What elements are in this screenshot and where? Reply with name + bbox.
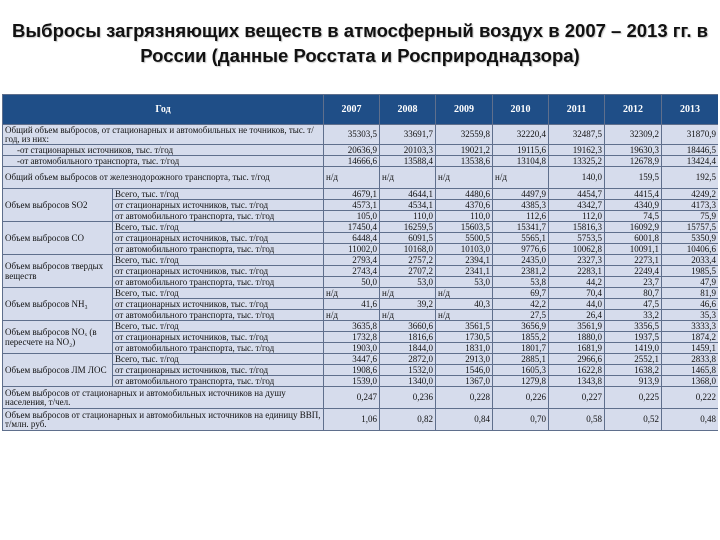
table-cell: 1801,7	[493, 343, 549, 354]
header-cell: 2012	[605, 95, 662, 125]
table-row	[3, 354, 719, 365]
table-cell: 10168,0	[380, 244, 436, 255]
sub-label: Всего, тыс. т/год	[113, 354, 324, 365]
table-cell: 0,247	[324, 387, 380, 409]
table-cell: 14666,6	[324, 156, 380, 167]
table-cell: 13424,4	[662, 156, 718, 167]
table-cell: 18446,5	[662, 145, 718, 156]
table-cell: 12678,9	[605, 156, 662, 167]
table-cell: 5565,1	[493, 233, 549, 244]
table-cell: н/д	[380, 310, 436, 321]
table-cell: 1638,2	[605, 365, 662, 376]
table-cell: 1831,0	[436, 343, 493, 354]
emissions-table	[2, 94, 718, 431]
table-cell: 50,0	[324, 277, 380, 288]
table-cell: 0,228	[436, 387, 493, 409]
table-cell: 110,0	[380, 211, 436, 222]
table-cell: 32220,4	[493, 125, 549, 145]
table-cell: н/д	[436, 288, 493, 299]
table-cell: 1855,2	[493, 332, 549, 343]
table-cell: 33,2	[605, 310, 662, 321]
table-cell: 2552,1	[605, 354, 662, 365]
group-label-nox: Объем выбросов NOₓ (в пересчете на NO₂)	[3, 321, 113, 354]
group-label-voc: Объем выбросов ЛМ ЛОС	[3, 354, 113, 387]
table-cell: 13588,4	[380, 156, 436, 167]
table-cell: 140,0	[549, 167, 605, 189]
sub-label: Всего, тыс. т/год	[113, 189, 324, 200]
table-cell: 0,70	[493, 409, 549, 431]
table-cell: 4480,6	[436, 189, 493, 200]
table-cell: 2707,2	[380, 266, 436, 277]
table-cell: 2033,4	[662, 255, 718, 266]
table-cell: 0,48	[662, 409, 718, 431]
table-cell: 4370,6	[436, 200, 493, 211]
table-cell: 2743,4	[324, 266, 380, 277]
table-cell: 3656,9	[493, 321, 549, 332]
table-cell: 44,2	[549, 277, 605, 288]
table-cell: 32559,8	[436, 125, 493, 145]
table-cell: 2913,0	[436, 354, 493, 365]
table-cell: 17450,4	[324, 222, 380, 233]
row-label: Общий объем выбросов от железнодорожного транспорта, тыс. т/год	[3, 167, 324, 189]
table-row	[3, 167, 719, 189]
table-cell: н/д	[380, 167, 436, 189]
table-cell: 19630,3	[605, 145, 662, 156]
table-cell: н/д	[493, 167, 549, 189]
group-label-solid: Объем выбросов твердых веществ	[3, 255, 113, 288]
table-cell: 192,5	[662, 167, 718, 189]
table-cell: н/д	[436, 167, 493, 189]
table-cell: 1908,6	[324, 365, 380, 376]
header-cell: 2013	[662, 95, 718, 125]
table-cell: 5753,5	[549, 233, 605, 244]
table-cell: 15341,7	[493, 222, 549, 233]
table-cell: 1343,8	[549, 376, 605, 387]
header-cell: 2008	[380, 95, 436, 125]
table-cell: 11002,0	[324, 244, 380, 255]
sub-label: от автомобильного транспорта, тыс. т/год	[113, 211, 324, 222]
sub-label: от стационарных источников, тыс. т/год	[113, 365, 324, 376]
table-cell: 6001,8	[605, 233, 662, 244]
sub-label: от стационарных источников, тыс. т/год	[113, 233, 324, 244]
group-label-nh3: Объем выбросов NH₃	[3, 288, 113, 321]
table-row	[3, 145, 719, 156]
sub-label: Всего, тыс. т/год	[113, 255, 324, 266]
table-cell: 2273,1	[605, 255, 662, 266]
table-cell: 5350,9	[662, 233, 718, 244]
table-cell: 4644,1	[380, 189, 436, 200]
table-cell: 47,5	[605, 299, 662, 310]
table-cell: 1539,0	[324, 376, 380, 387]
table-row	[3, 125, 719, 145]
table-cell: 0,236	[380, 387, 436, 409]
table-cell: 13325,2	[549, 156, 605, 167]
header-cell: 2009	[436, 95, 493, 125]
table-cell: 3561,9	[549, 321, 605, 332]
slide-title: Выбросы загрязняющих веществ в атмосферный воздух в 2007 – 2013 гг. в России (данные Росстата и Росприроднадзора)	[12, 20, 708, 66]
table-row	[3, 255, 719, 266]
table-cell: 3333,3	[662, 321, 718, 332]
table-cell: 1605,3	[493, 365, 549, 376]
table-cell: 4534,1	[380, 200, 436, 211]
row-label: -от стационарных источников, тыс. т/год	[3, 145, 324, 156]
table-cell: 3356,5	[605, 321, 662, 332]
sub-label: Всего, тыс. т/год	[113, 222, 324, 233]
table-cell: 2872,0	[380, 354, 436, 365]
table-cell: 2341,1	[436, 266, 493, 277]
table-cell: 3660,6	[380, 321, 436, 332]
group-label-so2: Объем выбросов SO2	[3, 189, 113, 222]
table-cell: 913,9	[605, 376, 662, 387]
table-cell: н/д	[324, 288, 380, 299]
table-cell: н/д	[436, 310, 493, 321]
table-cell: 10406,6	[662, 244, 718, 255]
sub-label: от стационарных источников, тыс. т/год	[113, 299, 324, 310]
table-cell: 10103,0	[436, 244, 493, 255]
table-cell: 53,0	[380, 277, 436, 288]
table-cell: 1279,8	[493, 376, 549, 387]
table-cell: 75,9	[662, 211, 718, 222]
table-cell: 23,7	[605, 277, 662, 288]
table-cell: 9776,6	[493, 244, 549, 255]
table-cell: 46,6	[662, 299, 718, 310]
table-cell: 2394,1	[436, 255, 493, 266]
table-cell: 6448,4	[324, 233, 380, 244]
table-cell: 0,222	[662, 387, 718, 409]
table-cell: 27,5	[493, 310, 549, 321]
table-cell: 80,7	[605, 288, 662, 299]
sub-label: от автомобильного транспорта, тыс. т/год	[113, 244, 324, 255]
table-cell: 0,58	[549, 409, 605, 431]
table-row	[3, 288, 719, 299]
sub-label: от стационарных источников, тыс. т/год	[113, 332, 324, 343]
table-cell: 0,82	[380, 409, 436, 431]
table-cell: 2435,0	[493, 255, 549, 266]
sub-label: Всего, тыс. т/год	[113, 321, 324, 332]
table-cell: 10091,1	[605, 244, 662, 255]
table-cell: 2885,1	[493, 354, 549, 365]
table-cell: 13538,6	[436, 156, 493, 167]
sub-label: от стационарных источников, тыс. т/год	[113, 200, 324, 211]
table-cell: 19115,6	[493, 145, 549, 156]
table-cell: 1622,8	[549, 365, 605, 376]
table-cell: 1459,1	[662, 343, 718, 354]
row-label: Объем выбросов от стационарных и автомобильных источников на душу населения, т/чел.	[3, 387, 324, 409]
header-cell: 2007	[324, 95, 380, 125]
table-cell: 40,3	[436, 299, 493, 310]
table-cell: 2249,4	[605, 266, 662, 277]
row-label: Общий объем выбросов, от стационарных и автомобильных не точников, тыс. т/год, из них:	[3, 125, 324, 145]
table-cell: 4573,1	[324, 200, 380, 211]
table-cell: 42,2	[493, 299, 549, 310]
table-cell: 70,4	[549, 288, 605, 299]
table-cell: 15816,3	[549, 222, 605, 233]
table-row	[3, 189, 719, 200]
table-cell: 3561,5	[436, 321, 493, 332]
table-cell: 6091,5	[380, 233, 436, 244]
table-cell: 1465,8	[662, 365, 718, 376]
table-cell: 4415,4	[605, 189, 662, 200]
table-cell: 32309,2	[605, 125, 662, 145]
table-cell: 35,3	[662, 310, 718, 321]
table-cell: 32487,5	[549, 125, 605, 145]
table-cell: 4249,2	[662, 189, 718, 200]
table-row	[3, 222, 719, 233]
emissions-table-container	[2, 94, 718, 538]
table-cell: 2966,6	[549, 354, 605, 365]
table-cell: 16259,5	[380, 222, 436, 233]
table-cell: 19162,3	[549, 145, 605, 156]
row-label: -от автомобильного транспорта, тыс. т/год	[3, 156, 324, 167]
table-cell: 53,8	[493, 277, 549, 288]
table-cell: 47,9	[662, 277, 718, 288]
table-cell: 1340,0	[380, 376, 436, 387]
table-cell: 1546,0	[436, 365, 493, 376]
table-cell: 1730,5	[436, 332, 493, 343]
table-cell: 1844,0	[380, 343, 436, 354]
row-label: Объем выбросов от стационарных и автомобильных источников на единицу ВВП, т/млн. руб.	[3, 409, 324, 431]
table-cell: 1419,0	[605, 343, 662, 354]
table-cell: 0,52	[605, 409, 662, 431]
table-cell: 112,6	[493, 211, 549, 222]
table-cell: 19021,2	[436, 145, 493, 156]
table-cell: 1985,5	[662, 266, 718, 277]
table-cell: 2327,3	[549, 255, 605, 266]
header-row	[3, 95, 719, 125]
table-cell: 81,9	[662, 288, 718, 299]
table-cell: 3447,6	[324, 354, 380, 365]
table-cell: 2283,1	[549, 266, 605, 277]
table-cell: н/д	[380, 288, 436, 299]
table-cell: 1532,0	[380, 365, 436, 376]
header-cell: 2011	[549, 95, 605, 125]
table-row	[3, 387, 719, 409]
table-cell: 44,0	[549, 299, 605, 310]
table-cell: 41,6	[324, 299, 380, 310]
table-cell: 4340,9	[605, 200, 662, 211]
table-row	[3, 321, 719, 332]
table-cell: 0,227	[549, 387, 605, 409]
table-cell: 15603,5	[436, 222, 493, 233]
table-cell: 16092,9	[605, 222, 662, 233]
table-cell: 1681,9	[549, 343, 605, 354]
table-cell: 20103,3	[380, 145, 436, 156]
table-cell: 39,2	[380, 299, 436, 310]
table-cell: 69,7	[493, 288, 549, 299]
table-cell: 4173,3	[662, 200, 718, 211]
table-cell: 20636,9	[324, 145, 380, 156]
sub-label: от автомобильного транспорта, тыс. т/год	[113, 376, 324, 387]
table-cell: 1732,8	[324, 332, 380, 343]
table-cell: 0,225	[605, 387, 662, 409]
group-label-co: Объем выбросов СО	[3, 222, 113, 255]
table-cell: 15757,5	[662, 222, 718, 233]
table-cell: 4679,1	[324, 189, 380, 200]
table-cell: н/д	[324, 167, 380, 189]
sub-label: от автомобильного транспорта, тыс. т/год	[113, 310, 324, 321]
table-cell: 53,0	[436, 277, 493, 288]
table-cell: 1880,0	[549, 332, 605, 343]
table-cell: 4454,7	[549, 189, 605, 200]
header-cell: 2010	[493, 95, 549, 125]
table-cell: 33691,7	[380, 125, 436, 145]
table-cell: 105,0	[324, 211, 380, 222]
table-cell: 110,0	[436, 211, 493, 222]
sub-label: от автомобильного транспорта, тыс. т/год	[113, 277, 324, 288]
table-cell: 10062,8	[549, 244, 605, 255]
table-cell: 2757,2	[380, 255, 436, 266]
table-cell: 2833,8	[662, 354, 718, 365]
table-cell: н/д	[324, 310, 380, 321]
table-cell: 3635,8	[324, 321, 380, 332]
sub-label: Всего, тыс. т/год	[113, 288, 324, 299]
table-cell: 159,5	[605, 167, 662, 189]
table-cell: 1937,5	[605, 332, 662, 343]
table-cell: 35303,5	[324, 125, 380, 145]
table-cell: 0,226	[493, 387, 549, 409]
table-row	[3, 409, 719, 431]
table-cell: 112,0	[549, 211, 605, 222]
table-cell: 13104,8	[493, 156, 549, 167]
table-cell: 2381,2	[493, 266, 549, 277]
table-cell: 0,84	[436, 409, 493, 431]
table-cell: 1,06	[324, 409, 380, 431]
table-cell: 1816,6	[380, 332, 436, 343]
table-cell: 1367,0	[436, 376, 493, 387]
table-cell: 4497,9	[493, 189, 549, 200]
header-year: Год	[3, 95, 324, 125]
table-cell: 1903,0	[324, 343, 380, 354]
table-row	[3, 156, 719, 167]
table-cell: 74,5	[605, 211, 662, 222]
table-cell: 1874,2	[662, 332, 718, 343]
sub-label: от автомобильного транспорта, тыс. т/год	[113, 343, 324, 354]
table-cell: 4342,7	[549, 200, 605, 211]
sub-label: от стационарных источников, тыс. т/год	[113, 266, 324, 277]
table-cell: 4385,3	[493, 200, 549, 211]
table-cell: 5500,5	[436, 233, 493, 244]
table-cell: 26,4	[549, 310, 605, 321]
table-cell: 31870,9	[662, 125, 718, 145]
table-cell: 2793,4	[324, 255, 380, 266]
table-cell: 1368,0	[662, 376, 718, 387]
